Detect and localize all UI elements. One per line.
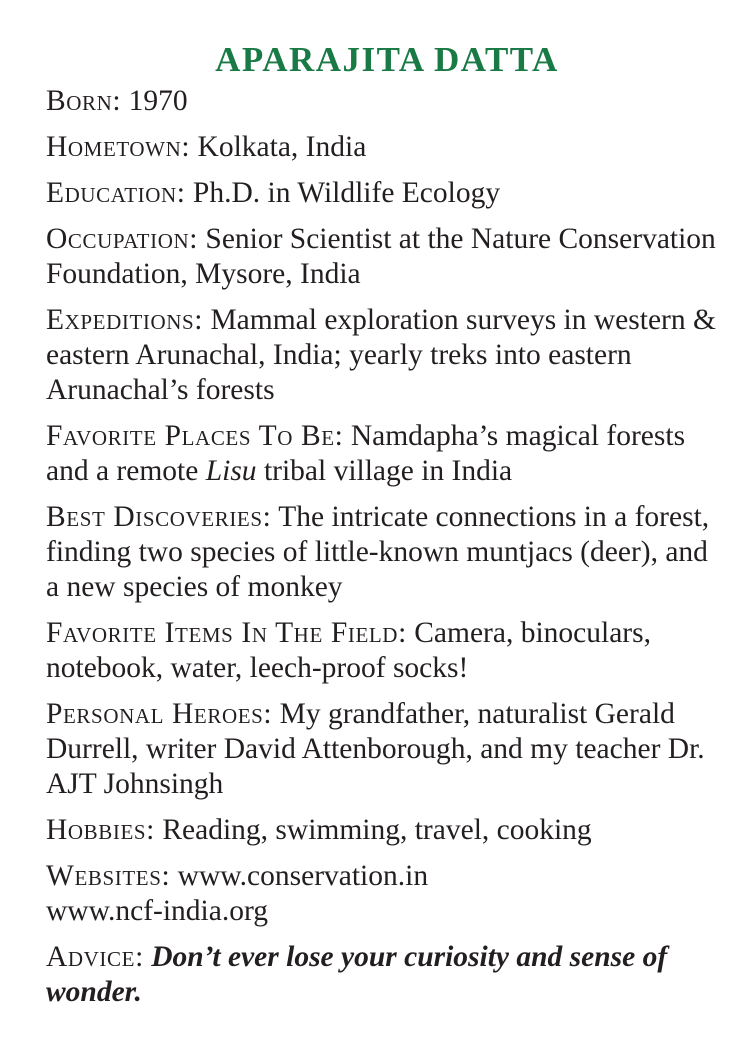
entry-label: Best Discoveries: bbox=[46, 501, 272, 533]
entry-value: My grandfather, naturalist Gerald Durrell, writer David Attenborough, and my teacher Dr. AJT Johnsingh bbox=[46, 698, 705, 800]
entry-education bbox=[46, 176, 720, 211]
entry-value: Namdapha’s magical forests and a remote bbox=[46, 420, 686, 487]
entry-hometown bbox=[46, 130, 720, 165]
entry-label: Personal Heroes: bbox=[46, 698, 273, 730]
entry-label: Favorite Items In The Field: bbox=[46, 617, 407, 649]
entry-value: 1970 bbox=[128, 85, 188, 117]
entry-hobbies bbox=[46, 813, 720, 848]
entry-value: Mammal exploration surveys in western & eastern Arunachal, India; yearly treks into eastern Arunachal’s forests bbox=[46, 304, 716, 406]
entry-label: Hometown: bbox=[46, 131, 191, 163]
advice-quote: Don’t ever lose your curiosity and sense of wonder. bbox=[46, 941, 668, 1008]
entry-occupation bbox=[46, 222, 720, 292]
entry-value: Kolkata, India bbox=[197, 131, 367, 163]
entry-label: Education: bbox=[46, 177, 186, 209]
entry-label: Websites: bbox=[46, 860, 171, 892]
entry-value: The intricate connections in a forest, finding two species of little-known muntjacs (deer), and a new species of monkey bbox=[46, 501, 710, 603]
entry-personal-heroes bbox=[46, 697, 720, 802]
profile-entries bbox=[46, 84, 720, 1010]
entry-best-discoveries bbox=[46, 500, 720, 605]
entry-value: tribal village in India bbox=[263, 455, 513, 487]
entry-value: Senior Scientist at the Nature Conservation Foundation, Mysore, India bbox=[46, 223, 716, 290]
entry-expeditions bbox=[46, 303, 720, 408]
entry-advice bbox=[46, 940, 720, 1010]
entry-favorite-places bbox=[46, 419, 720, 489]
entry-value: Reading, swimming, travel, cooking bbox=[162, 814, 592, 846]
entry-websites bbox=[46, 859, 720, 929]
entry-label: Advice: bbox=[46, 941, 144, 973]
profile-name-heading: APARAJITA DATTA bbox=[215, 40, 559, 79]
entry-value: Camera, binoculars, notebook, water, leech-proof socks! bbox=[46, 617, 651, 684]
entry-value: Ph.D. in Wildlife Ecology bbox=[192, 177, 501, 209]
entry-favorite-items bbox=[46, 616, 720, 686]
entry-born bbox=[46, 84, 720, 119]
entry-label: Born: bbox=[46, 85, 122, 117]
entry-label: Expeditions: bbox=[46, 304, 204, 336]
website-link-ncf: www.ncf-india.org bbox=[46, 895, 269, 927]
entry-label: Hobbies: bbox=[46, 814, 155, 846]
entry-label: Favorite Places To Be: bbox=[46, 420, 344, 452]
entry-label: Occupation: bbox=[46, 223, 199, 255]
website-link-conservation: www.conservation.in bbox=[177, 860, 429, 892]
entry-value-italic: Lisu bbox=[205, 455, 257, 487]
